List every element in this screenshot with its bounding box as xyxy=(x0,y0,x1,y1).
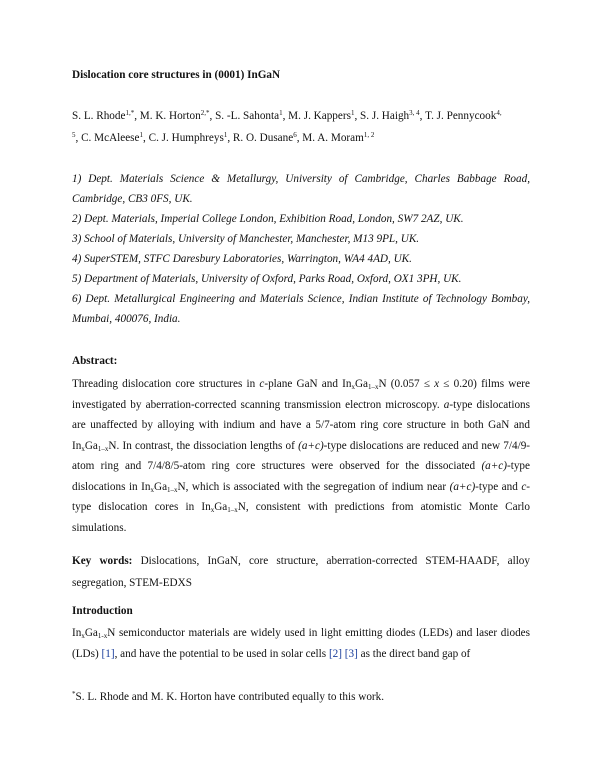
citation-link[interactable]: [3] xyxy=(344,647,358,660)
keywords-label: Key words: xyxy=(72,555,133,567)
abstract-heading: Abstract: xyxy=(72,355,118,367)
footnote-text: S. L. Rhode and M. K. Horton have contributed equally to this work. xyxy=(75,691,385,703)
affiliation: 3) School of Materials, University of Manchester, Manchester, M13 9PL, UK. xyxy=(72,233,420,245)
affiliation: 2) Dept. Materials, Imperial College London, Exhibition Road, London, SW7 2AZ, UK. xyxy=(72,213,464,225)
footnote xyxy=(72,691,530,703)
author: T. J. Pennycook$^{4,}$ xyxy=(425,109,502,122)
author: S. L. Rhode$^{1,*}$, xyxy=(72,109,140,122)
citation-link[interactable]: [2] xyxy=(328,647,342,660)
affiliation: 5) Department of Materials, University of Oxford, Parks Road, Oxford, OX1 3PH, UK. xyxy=(72,273,462,285)
affiliation: 4) SuperSTEM, STFC Daresbury Laboratories, Warrington, WA4 4AD, UK. xyxy=(72,253,412,265)
affiliation: 6) Dept. Metallurgical Engineering and Materials Science, Indian Institute of Technology Bombay, Mumbai, 400076, India. xyxy=(72,293,530,325)
author: S. -L. Sahonta$^1$, xyxy=(215,109,289,122)
paper-title: Dislocation core structures in (0001) InGaN xyxy=(72,69,281,81)
author-list xyxy=(72,105,530,149)
author: C. McAleese$^1$, xyxy=(81,131,149,144)
author: M. A. Moram$^{1, 2}$ xyxy=(302,131,375,144)
introduction-body: $In_xGa_{1-x}N$ semiconductor materials are widely used in light emitting diodes (LEDs) and laser diodes (LDs) [1], and have the potential to be used in solar cells [2] [3] as the direct band gap of xyxy=(72,627,530,660)
affiliation-list xyxy=(72,169,530,329)
author: C. J. Humphreys$^1$, xyxy=(148,131,233,144)
keywords-text: Dislocations, InGaN, core structure, aberration-corrected STEM-HAADF, alloy segregation, STEM-EDXS xyxy=(72,555,530,589)
footnote-mark: * xyxy=(72,690,76,698)
affiliation: 1) Dept. Materials Science & Metallurgy, University of Cambridge, Charles Babbage Road, Cambridge, CB3 0FS, UK. xyxy=(72,173,530,205)
author: S. J. Haigh$^{3, 4}$, xyxy=(360,109,426,122)
keywords xyxy=(72,550,530,594)
introduction-heading: Introduction xyxy=(72,605,133,617)
author: M. K. Horton$^{2,*}$, xyxy=(139,109,216,122)
author: M. J. Kappers$^1$, xyxy=(288,109,361,122)
author: R. O. Dusane$^6$, xyxy=(232,131,303,144)
author-affil-continued: $^5$, xyxy=(72,131,82,144)
citation-link[interactable]: [1] xyxy=(101,647,115,660)
abstract-body: Threading dislocation core structures in c-plane GaN and $In_xGa_{1-x}N$ (0.057 ≤ x ≤ 0.20) films were investigated by aberration-corrected scanning transmission electron microscopy. a-type dislocations are unaffected by alloying with indium and have a 5/7-atom ring core structure in both GaN and $In_xGa_{1-x}N$. In contrast, the dissociation lengths of (a+c)-type dislocations are reduced and new 7/4/9-atom ring and 7/4/8/5-atom ring core structures were observed for the dissociated (a+c)-type dislocations in $In_xGa_{1-x}N$, which is associated with the segregation of indium near (a+c)-type and c-type dislocation cores in $In_xGa_{1-x}N$, consistent with predictions from atomistic Monte Carlo simulations. xyxy=(72,378,531,534)
